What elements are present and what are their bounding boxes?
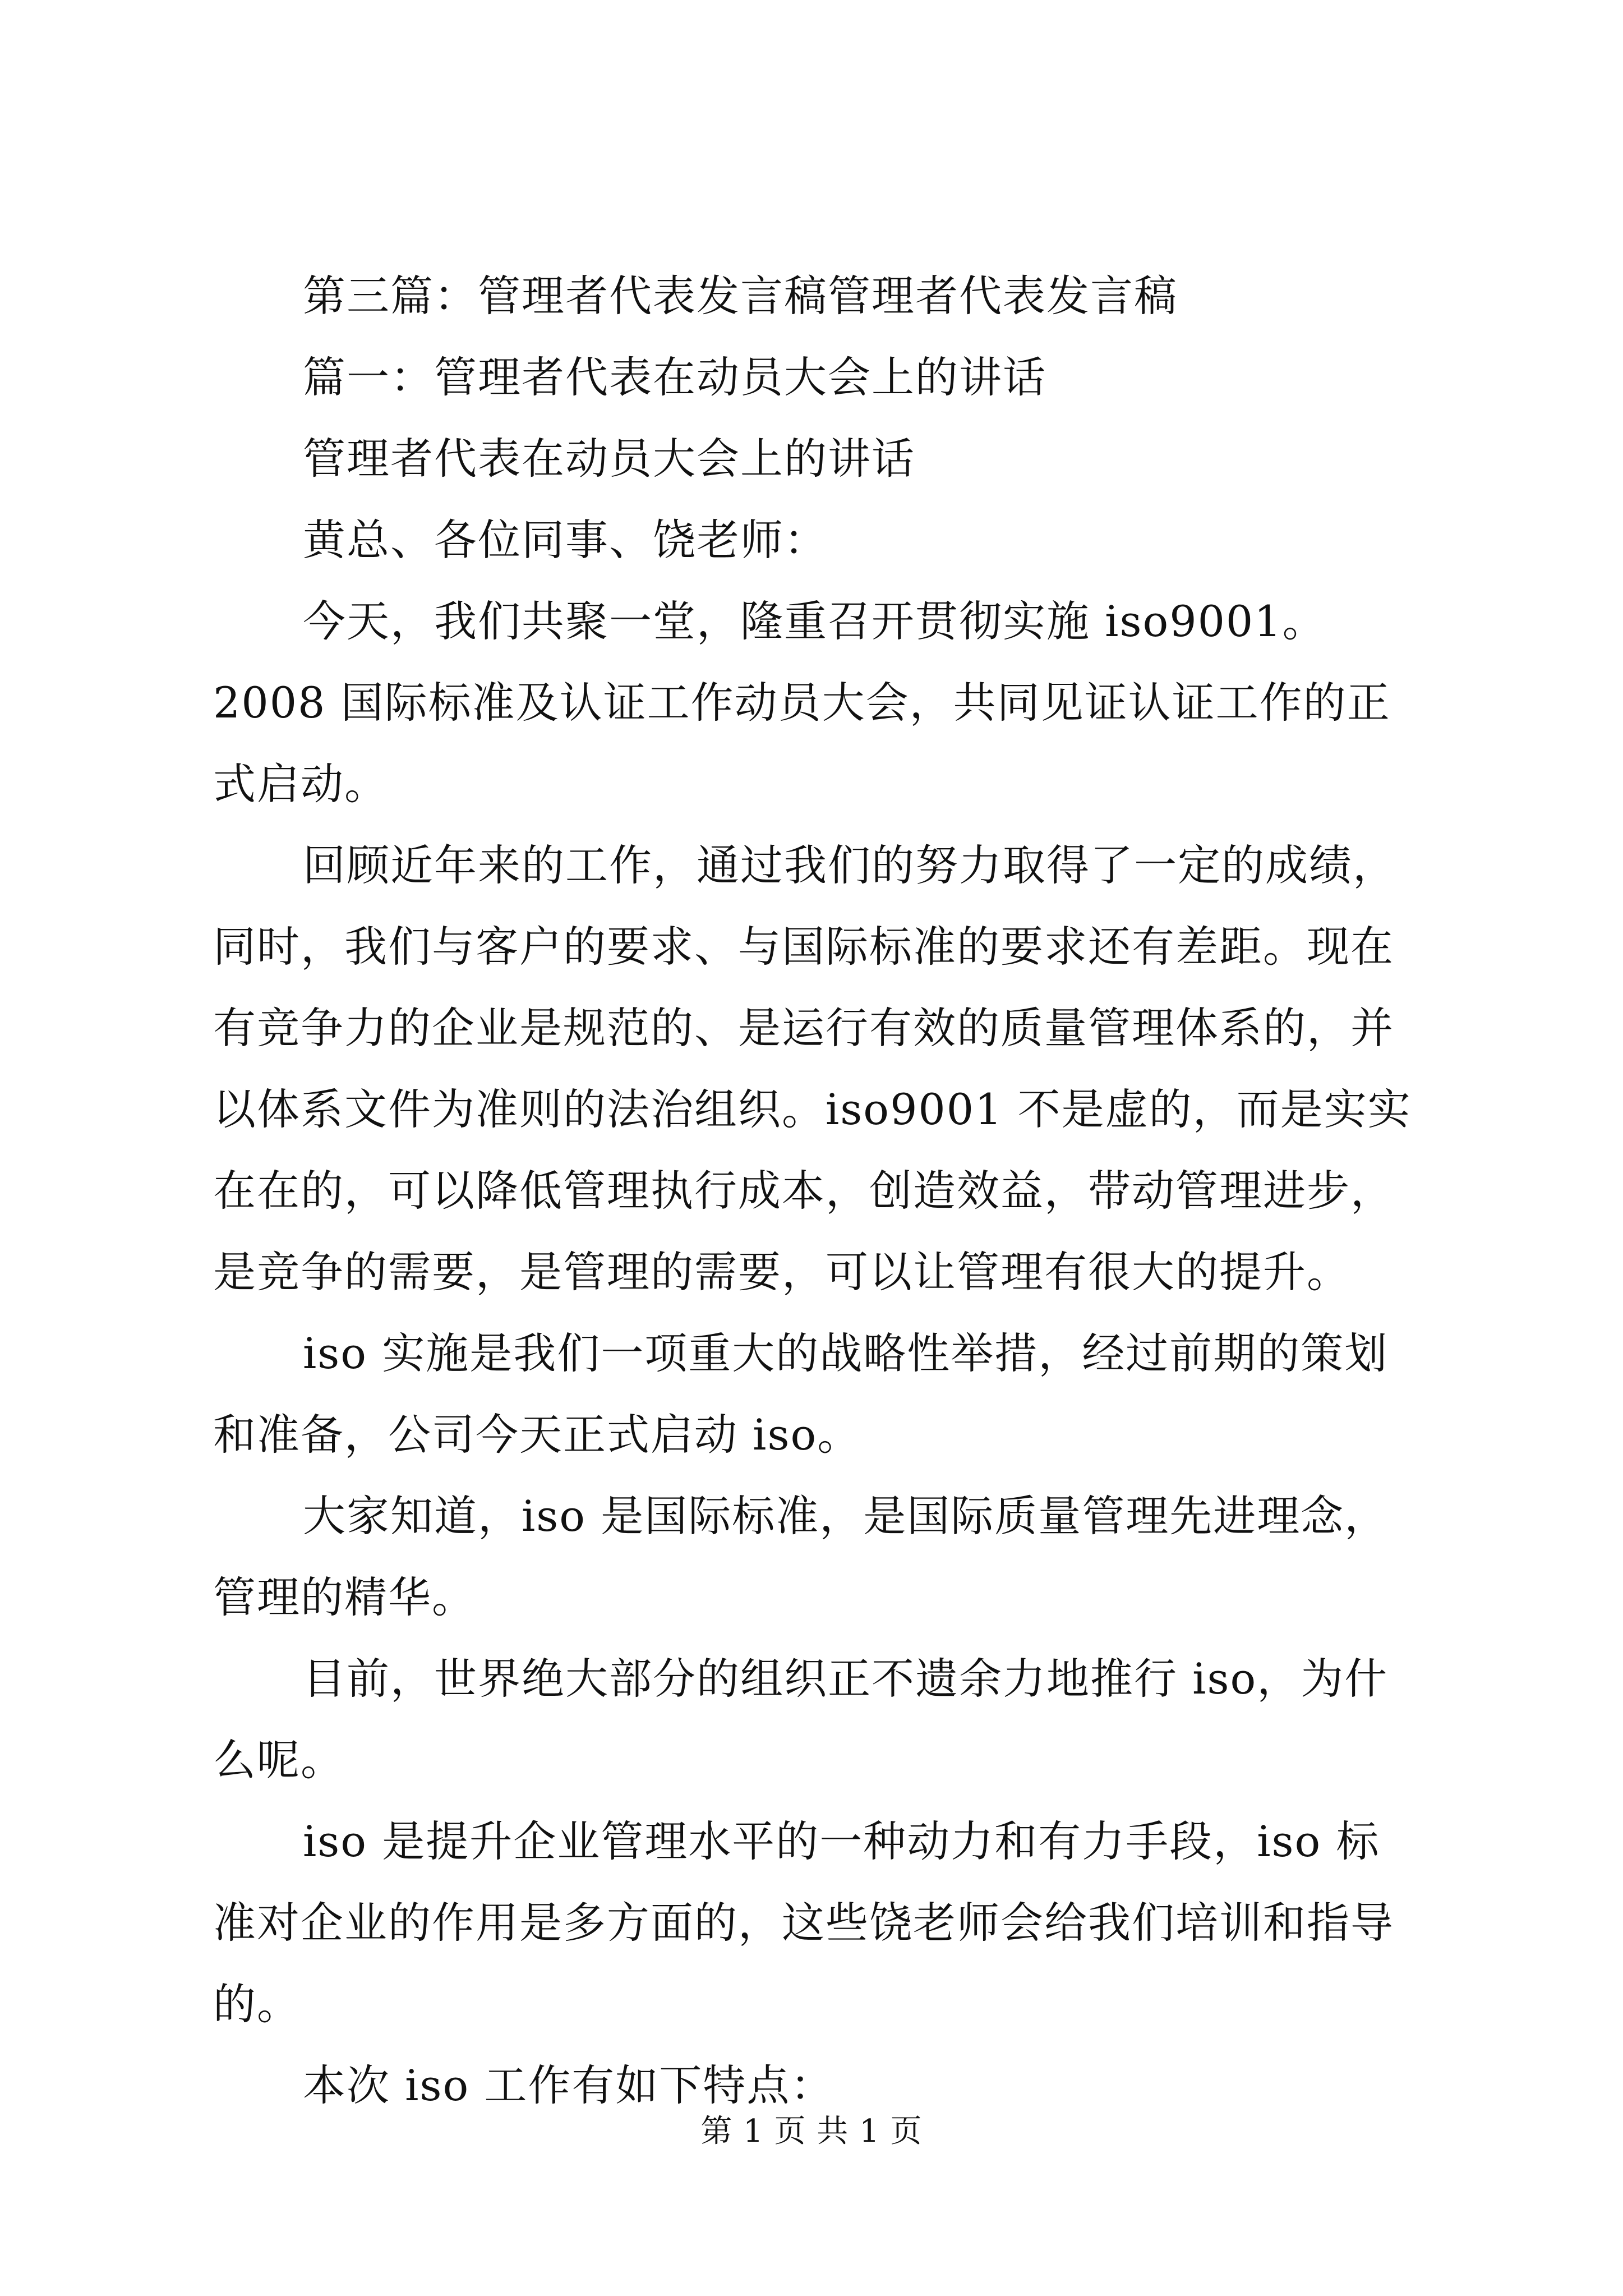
paragraph-8: 目前，世界绝大部分的组织正不遗余力地推行 iso，为什么呢。 (213, 1654, 1389, 1785)
document-title: 第三篇：管理者代表发言稿管理者代表发言稿 (303, 271, 1178, 321)
paragraph-2: 管理者代表在动员大会上的讲话 (303, 434, 915, 484)
paragraph-1: 篇一：管理者代表在动员大会上的讲话 (303, 352, 1046, 402)
paragraph-5: 回顾近年来的工作，通过我们的努力取得了一定的成绩，同时，我们与客户的要求、与国际标准的要求还有差距。现在有竞争力的企业是规范的、是运行有效的质量管理体系的，并以体系文件为准则的法治组织。iso9001 不是虚的，而是实实在在的，可以降低管理执行成本，创造效益，带动管理进步，是竞争的需要，是管理的需要，可以让管理有很大的提升。 (213, 840, 1412, 1297)
paragraph-3: 黄总、各位同事、饶老师： (303, 515, 828, 565)
paragraph-7: 大家知道，iso 是国际标准，是国际质量管理先进理念，管理的精华。 (213, 1491, 1389, 1622)
paragraph-9: iso 是提升企业管理水平的一种动力和有力手段，iso 标准对企业的作用是多方面的，这些饶老师会给我们培训和指导的。 (213, 1816, 1394, 2029)
page-footer: 第 1 页 共 1 页 (700, 2113, 923, 2150)
paragraph-4: 今天，我们共聚一堂，隆重召开贯彻实施 iso9001。2008 国际标准及认证工作动员大会，共同见证认证工作的正式启动。 (213, 596, 1391, 809)
paragraph-10: 本次 iso 工作有如下特点： (303, 2060, 834, 2110)
document-body (213, 255, 1419, 2126)
paragraph-6: iso 实施是我们一项重大的战略性举措，经过前期的策划和准备，公司今天正式启动 iso。 (213, 1328, 1389, 1460)
